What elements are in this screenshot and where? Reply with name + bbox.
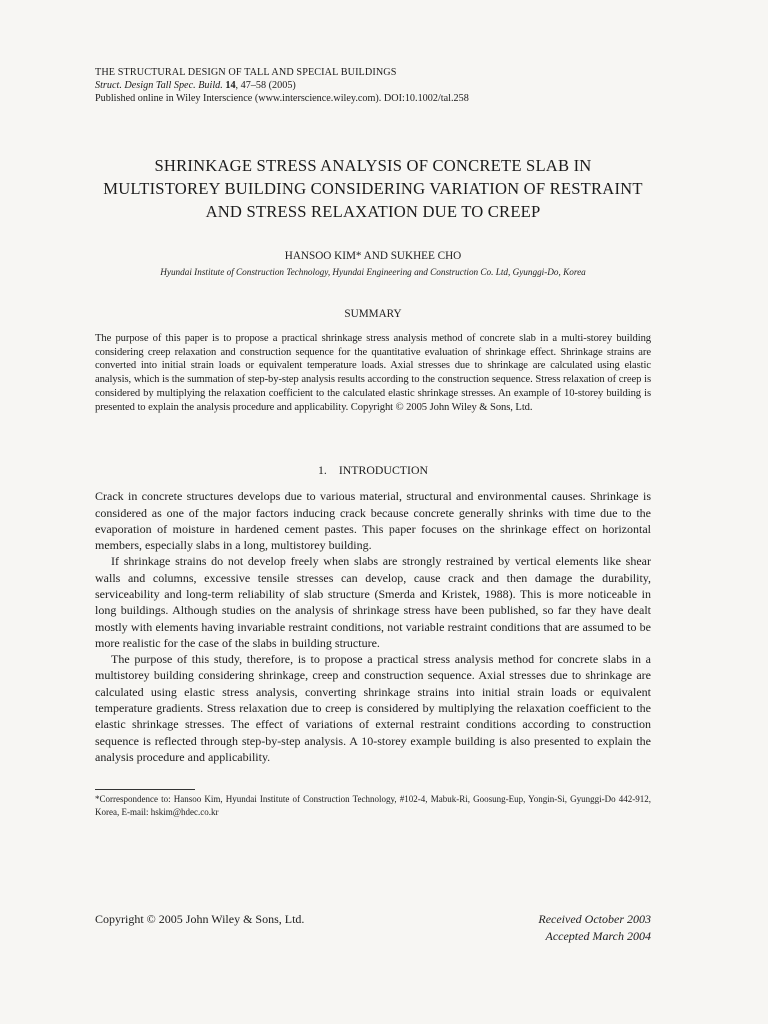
journal-pages: , 47–58 (2005) [235,80,296,91]
summary-heading: SUMMARY [344,308,402,320]
journal-volume: 14 [225,80,236,91]
paper-title: SHRINKAGE STRESS ANALYSIS OF CONCRETE SLAB IN MULTISTOREY BUILDING CONSIDERING VARIATION OF RESTRAINT AND STRESS RELAXATION DUE TO CREEP [103,156,643,221]
accepted-date: Accepted March 2004 [545,929,651,943]
introduction-body [95,488,651,765]
journal-citation [95,79,651,92]
section-title: INTRODUCTION [338,463,428,478]
journal-published: Published online in Wiley Interscience (www.interscience.wiley.com). DOI:10.1002/tal.258 [95,93,469,104]
correspondence-footnote: *Correspondence to: Hansoo Kim, Hyundai Institute of Construction Technology, #102-4, Mabuk-Ri, Goosung-Eup, Yongin-Si, Gyunggi-Do 442-912, Korea, E-mail: hskim@hdec.co.kr [95,794,651,817]
journal-header [95,66,651,105]
journal-abbrev: Struct. Design Tall Spec. Build. [95,80,223,91]
paper-page [95,66,651,818]
paragraph: If shrinkage strains do not develop freely when slabs are strongly restrained by vertical elements like shear walls and columns, excessive tensile stresses can develop, cause crack and then damage the durability, serviceability and long-term reliability of slab structure (Smerda and Kristek, 1988). This is more noticeable in long buildings. Although studies on the analysis of shrinkage stress have been published, so far they have dealt mostly with elements having invariable restraint conditions, not variable restraint conditions that are assumed to be more realistic for the case of the slabs in building structure. [95,554,651,650]
summary-text: The purpose of this paper is to propose a practical shrinkage stress analysis method of concrete slab in a multi-storey building considering creep relaxation and construction sequence for the quantitative evaluation of shrinkage effect. Shrinkage strains are converted into initial strain loads or equivalent temperature loads. Axial stresses due to shrinkage are calculated using elastic analysis, which is the summation of step-by-step analysis results according to the construction sequence. Stress relaxation of creep is considered by multiplying the relaxation coefficient to the calculated elastic shrinkage stresses. An example of 10-storey building is presented to explain the analysis procedure and applicability. Copyright © 2005 John Wiley & Sons, Ltd. [95,333,651,413]
section-number: 1. [318,463,327,478]
section-heading-introduction [95,462,651,478]
paper-authors: HANSOO KIM* AND SUKHEE CHO [284,250,462,262]
footer-dates [538,911,651,945]
received-date: Received October 2003 [538,912,651,926]
footer-copyright: Copyright © 2005 John Wiley & Sons, Ltd. [95,912,305,926]
paragraph: The purpose of this study, therefore, is to propose a practical stress analysis method for concrete slabs in a multistorey building considering shrinkage, creep and construction sequence. Axial stresses due to shrinkage are calculated using elastic stress analysis, converting shrinkage strains into initial strain loads or equivalent temperature gradients. Stress relaxation due to creep is considered by multiplying the relaxation coefficient to the elastic shrinkage stresses. The effect of variations of external restraint conditions according to construction sequence is reflected through step-by-step analysis. A 10-storey example building is also presented to explain the analysis procedure and applicability. [95,652,651,764]
footnote-rule [95,789,195,790]
author-affiliation: Hyundai Institute of Construction Technology, Hyundai Engineering and Construction Co. Ltd, Gyunggi-Do, Korea [160,267,586,277]
paragraph: Crack in concrete structures develops due to various material, structural and environmental causes. Shrinkage is considered as one of the major factors inducing crack because concrete generally shrinks with time due to the evaporation of moisture in hardened cement pastes. This paper focuses on the shrinkage effect on horizontal members, especially slabs in a long, multistorey building. [95,489,651,553]
journal-name: THE STRUCTURAL DESIGN OF TALL AND SPECIAL BUILDINGS [95,67,397,78]
